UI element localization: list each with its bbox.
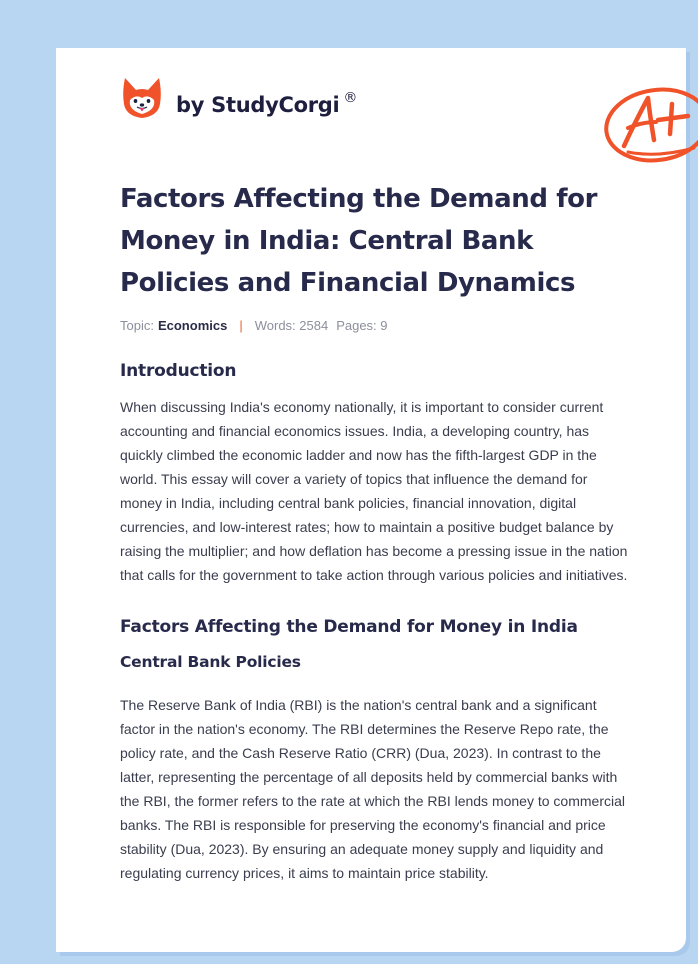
article-content [120,178,632,885]
studycorgi-logo[interactable] [122,76,357,120]
document-meta [120,318,632,333]
topic-label: Topic: [120,318,154,333]
word-count: Words: 2584 [254,318,329,333]
section-heading-factors: Factors Affecting the Demand for Money in India [120,617,578,637]
subsection-heading-central-bank: Central Bank Policies [120,653,301,671]
section-heading-introduction: Introduction [120,361,237,381]
corgi-icon [122,76,162,120]
header [120,74,650,144]
brand-name: by StudyCorgi [176,93,340,117]
page-title: Factors Affecting the Demand for Money in India: Central Bank Policies and Financial Dynamics [120,184,597,298]
logo-text [176,90,358,117]
meta-separator: | [239,318,243,333]
central-bank-paragraph: The Reserve Bank of India (RBI) is the nation's central bank and a significant factor in the nation's economy. The RBI determines the Reserve Repo rate, the policy rate, and the Cash Reserve Ratio (CRR) (Dua, 2023). In contrast to the latter, representing the percentage of all deposits held by commercial banks with the RBI, the former refers to the rate at which the RBI lends money to commercial banks. The RBI is responsible for preserving the economy's financial and price stability (Dua, 2023). By ensuring an adequate money supply and liquidity and regulating currency prices, it aims to maintain price stability. [120,697,625,881]
page-count: Pages: 9 [336,318,388,333]
document-card [56,48,686,952]
topic-link[interactable]: Economics [157,318,228,333]
a-plus-grade-icon [602,82,698,166]
registered-mark: ® [343,90,358,106]
introduction-paragraph: When discussing India's economy nationally, it is important to consider current accounting and financial economics issues. India, a developing country, has quickly climbed the economic ladder and now has the fifth-largest GDP in the world. This essay will cover a variety of topics that influence the demand for money in India, including central bank policies, financial innovation, digital currencies, and low-interest rates; how to maintain a positive budget balance by raising the multiplier; and how deflation has become a pressing issue in the nation that calls for the government to take action through various policies and initiatives. [120,399,628,583]
